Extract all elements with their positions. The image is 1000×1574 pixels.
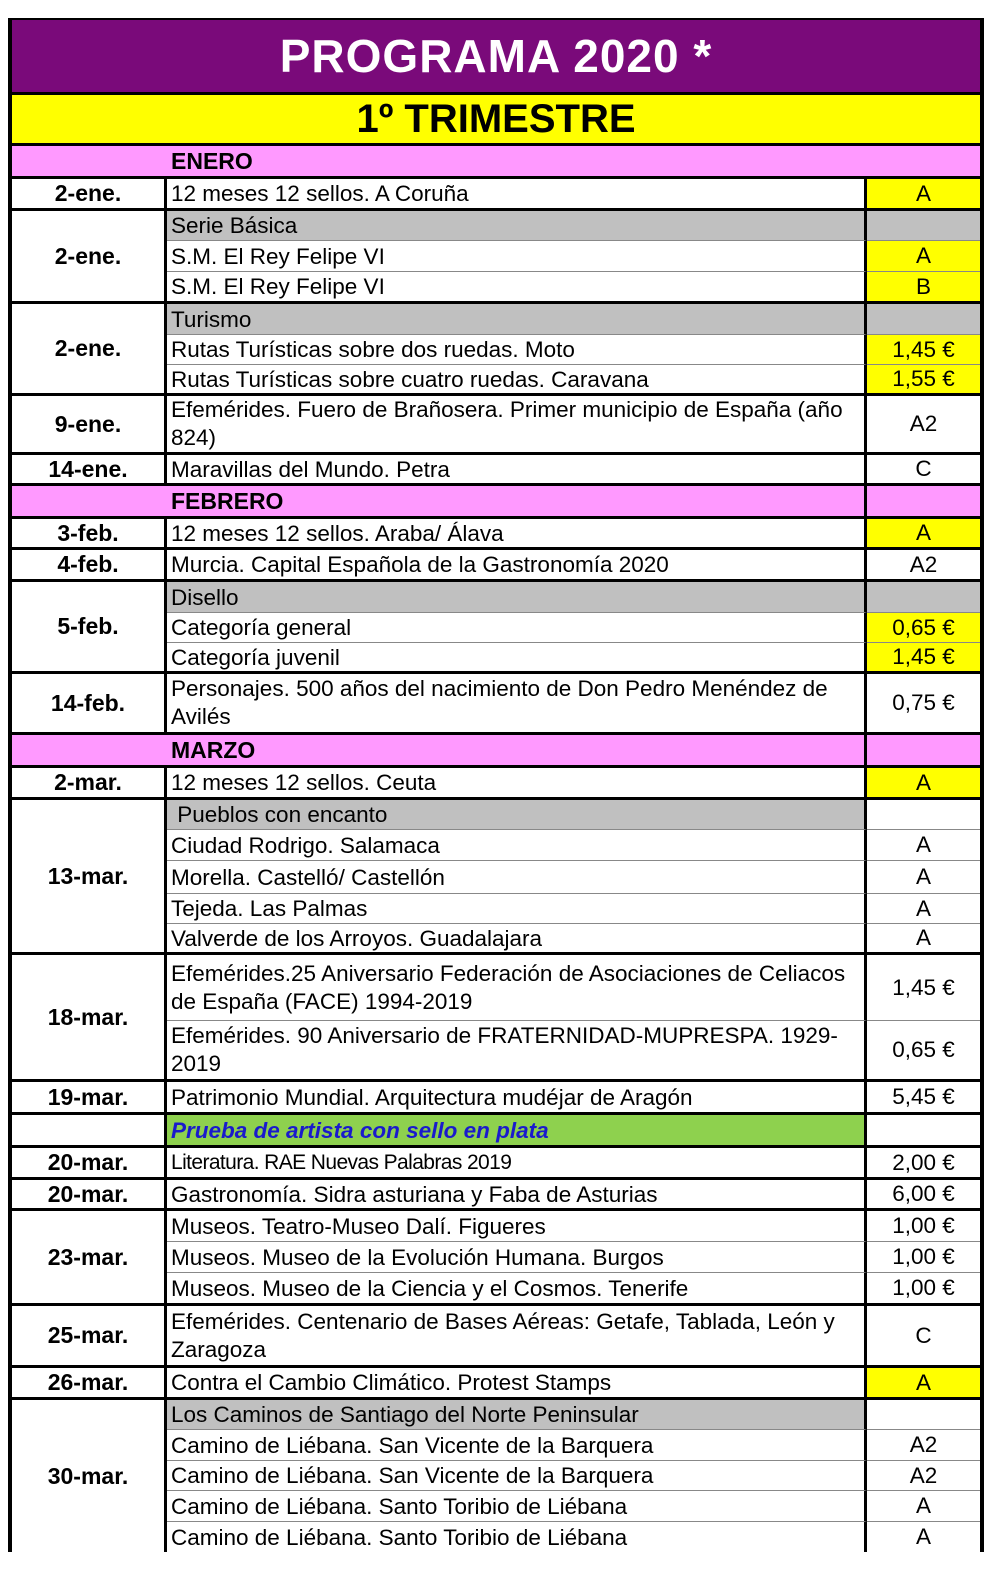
stamp-value: 1,45 € <box>867 955 980 1021</box>
stamp-value: 5,45 € <box>892 1084 955 1109</box>
issue-date: 3-feb. <box>12 519 167 547</box>
stamp-value <box>867 211 980 241</box>
stamp-value: 2,00 € <box>892 1149 955 1175</box>
stamp-title: Literatura. RAE Nuevas Palabras 2019 <box>167 1148 867 1177</box>
table-row <box>12 768 980 800</box>
table-row <box>12 304 980 396</box>
issue-date: 14-ene. <box>12 455 167 483</box>
series-heading: Pueblos con encanto <box>167 800 867 830</box>
stamp-title: Camino de Liébana. San Vicente de la Barquera <box>167 1430 867 1461</box>
stamp-value: 1,00 € <box>892 1275 955 1300</box>
table-row <box>12 955 980 1082</box>
stamp-title: Gastronomía. Sidra asturiana y Faba de Asturias <box>167 1180 867 1208</box>
stamp-value: 1,00 € <box>867 1211 980 1242</box>
stamp-title: Ciudad Rodrigo. Salamaca <box>167 830 867 861</box>
stamp-value: A <box>867 1368 980 1397</box>
stamp-value: A <box>867 241 980 272</box>
stamp-title: Patrimonio Mundial. Arquitectura mudéjar de Aragón <box>167 1082 867 1112</box>
stamp-title: S.M. El Rey Felipe VI <box>167 241 867 272</box>
table-row <box>12 1082 980 1115</box>
programme-sheet <box>8 18 984 1552</box>
stamp-value <box>867 304 980 335</box>
table-row <box>12 179 980 211</box>
issue-date: 26-mar. <box>12 1368 167 1397</box>
table-row <box>12 1211 980 1306</box>
issue-date: 20-mar. <box>12 1180 167 1208</box>
page-title: PROGRAMA 2020 * <box>12 20 980 95</box>
stamp-value <box>867 800 980 830</box>
stamp-title: Museos. Museo de la Ciencia y el Cosmos. Tenerife <box>167 1273 867 1303</box>
issue-date <box>12 1115 167 1145</box>
table-row <box>12 1400 980 1552</box>
issue-date: 30-mar. <box>12 1400 167 1552</box>
issue-date: 5-feb. <box>12 582 167 671</box>
stamp-title: Efemérides. Centenario de Bases Aéreas: Getafe, Tablada, León y Zaragoza <box>167 1306 867 1365</box>
stamp-value <box>867 1115 980 1145</box>
stamp-title: Rutas Turísticas sobre cuatro ruedas. Caravana <box>167 365 867 393</box>
table-row <box>12 211 980 304</box>
stamp-value: A <box>915 1524 931 1549</box>
stamp-title: Valverde de los Arroyos. Guadalajara <box>167 924 867 952</box>
stamp-title: Rutas Turísticas sobre dos ruedas. Moto <box>167 335 867 365</box>
issue-date: 25-mar. <box>12 1306 167 1365</box>
stamp-title: Categoría general <box>167 613 867 643</box>
stamp-value: 1,55 € <box>867 365 980 393</box>
month-label: FEBRERO <box>167 486 867 516</box>
stamp-value: A <box>915 925 931 950</box>
stamp-title: Museos. Teatro-Museo Dalí. Figueres <box>167 1211 867 1242</box>
stamp-value <box>867 1400 980 1430</box>
stamp-value: A <box>867 830 980 861</box>
month-header-febrero <box>12 486 980 519</box>
proof-note: Prueba de artista con sello en plata <box>167 1115 867 1145</box>
stamp-value: A <box>867 1491 980 1522</box>
issue-date: 2-ene. <box>12 179 167 208</box>
table-row <box>12 1115 980 1148</box>
table-row <box>12 1306 980 1368</box>
stamp-value: A2 <box>909 411 938 436</box>
stamp-value: 1,45 € <box>867 643 980 671</box>
table-row <box>12 1148 980 1180</box>
table-row <box>12 800 980 955</box>
table-row <box>12 674 980 735</box>
issue-date: 23-mar. <box>12 1211 167 1303</box>
stamp-title: Camino de Liébana. Santo Toribio de Liébana <box>167 1522 867 1552</box>
issue-date: 2-mar. <box>12 768 167 797</box>
stamp-value: 1,45 € <box>867 335 980 365</box>
series-heading: Los Caminos de Santiago del Norte Peninsular <box>167 1400 867 1430</box>
issue-date: 9-ene. <box>12 396 167 452</box>
stamp-title: Murcia. Capital Española de la Gastronomía 2020 <box>167 550 867 579</box>
stamp-title: Contra el Cambio Climático. Protest Stamps <box>167 1368 867 1397</box>
stamp-value: A <box>867 861 980 894</box>
stamp-title: Tejeda. Las Palmas <box>167 894 867 924</box>
issue-date: 4-feb. <box>12 550 167 579</box>
month-label: MARZO <box>167 735 867 765</box>
stamp-value: B <box>867 272 980 301</box>
issue-date: 14-feb. <box>12 674 167 732</box>
stamp-value: A <box>867 519 980 547</box>
issue-date: 2-ene. <box>12 304 167 393</box>
stamp-value: C <box>915 1322 932 1348</box>
issue-date: 19-mar. <box>12 1082 167 1112</box>
month-header-enero <box>12 146 980 179</box>
stamp-title: Museos. Museo de la Evolución Humana. Burgos <box>167 1242 867 1273</box>
stamp-title: Efemérides. Fuero de Brañosera. Primer municipio de España (año 824) <box>167 396 867 452</box>
stamp-value: A <box>867 179 980 208</box>
stamp-title: 12 meses 12 sellos. A Coruña <box>167 179 867 208</box>
month-header-marzo <box>12 735 980 768</box>
issue-date: 20-mar. <box>12 1148 167 1177</box>
issue-date: 18-mar. <box>12 955 167 1079</box>
series-heading: Serie Básica <box>167 211 867 241</box>
table-row <box>12 396 980 455</box>
stamp-value: A2 <box>867 1461 980 1491</box>
series-heading: Disello <box>167 582 867 613</box>
stamp-title: Camino de Liébana. San Vicente de la Barquera <box>167 1461 867 1491</box>
stamp-title: Efemérides.25 Aniversario Federación de Asociaciones de Celiacos de España (FACE) 1994-2019 <box>167 955 867 1021</box>
stamp-value: A <box>867 768 980 797</box>
stamp-title: 12 meses 12 sellos. Ceuta <box>167 768 867 797</box>
stamp-title: Efemérides. 90 Aniversario de FRATERNIDAD-MUPRESPA. 1929-2019 <box>167 1021 867 1079</box>
series-heading: Turismo <box>167 304 867 335</box>
table-row <box>12 1368 980 1400</box>
table-row <box>12 1180 980 1211</box>
trimester-heading: 1º TRIMESTRE <box>12 95 980 146</box>
stamp-value <box>867 582 980 613</box>
stamp-value: A2 <box>867 1430 980 1461</box>
stamp-title: Morella. Castelló/ Castellón <box>167 861 867 894</box>
stamp-value: A <box>867 894 980 924</box>
stamp-title: 12 meses 12 sellos. Araba/ Álava <box>167 519 867 547</box>
issue-date: 2-ene. <box>12 211 167 301</box>
table-row <box>12 582 980 674</box>
table-row <box>12 519 980 550</box>
stamp-value: C <box>915 456 932 481</box>
table-row <box>12 455 980 486</box>
stamp-value: 1,00 € <box>867 1242 980 1273</box>
stamp-value: 0,65 € <box>867 613 980 643</box>
stamp-value: 0,75 € <box>892 690 955 715</box>
stamp-title: Personajes. 500 años del nacimiento de Don Pedro Menéndez de Avilés <box>167 674 867 732</box>
stamp-value: 6,00 € <box>892 1181 955 1206</box>
table-row <box>12 550 980 582</box>
stamp-title: S.M. El Rey Felipe VI <box>167 272 867 301</box>
stamp-title: Camino de Liébana. Santo Toribio de Liébana <box>167 1491 867 1522</box>
stamp-value: 0,65 € <box>892 1037 955 1062</box>
month-label: ENERO <box>167 146 867 176</box>
stamp-value: A2 <box>909 551 938 577</box>
stamp-title: Maravillas del Mundo. Petra <box>167 455 867 483</box>
issue-date: 13-mar. <box>12 800 167 952</box>
stamp-title: Categoría juvenil <box>167 643 867 671</box>
